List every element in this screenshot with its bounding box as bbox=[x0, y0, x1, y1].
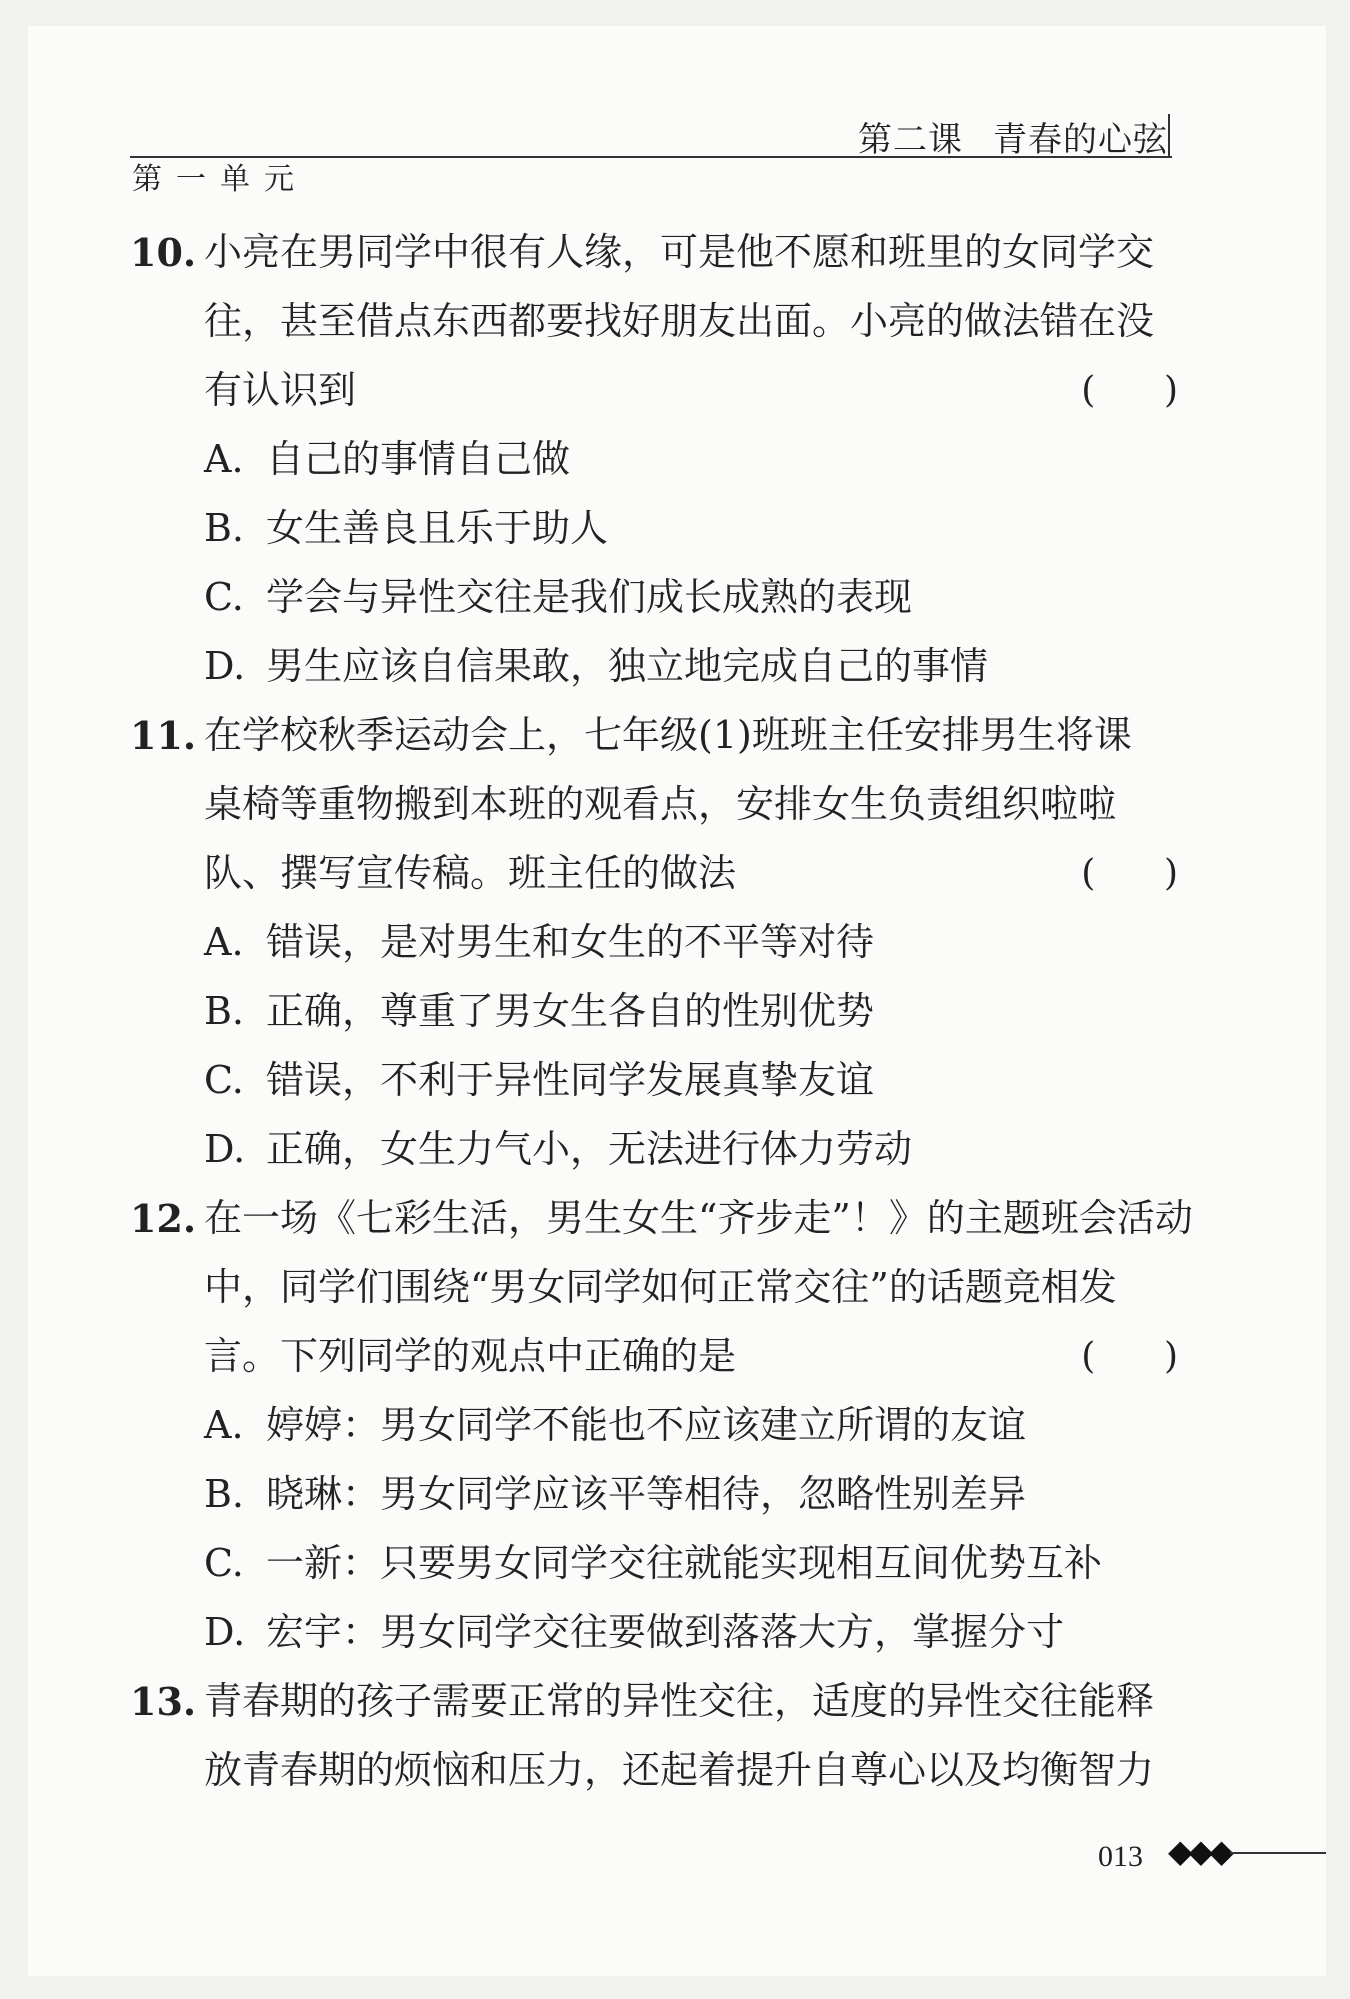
question-number: 10. bbox=[130, 230, 197, 275]
question-stem-line bbox=[130, 287, 1190, 356]
question-text: 中，同学们围绕“男女同学如何正常交往”的话题竞相发 bbox=[204, 1265, 1117, 1309]
answer-blank[interactable]: ( ) bbox=[1081, 370, 1178, 411]
footer-rule bbox=[1230, 1852, 1326, 1854]
option-text: 自己的事情自己做 bbox=[266, 437, 571, 481]
unit-label: 第一单元 bbox=[132, 162, 308, 197]
answer-blank[interactable]: ( ) bbox=[1081, 853, 1178, 894]
question-stem-line bbox=[130, 701, 1190, 770]
question-stem-line bbox=[130, 1253, 1190, 1322]
question-list bbox=[130, 218, 1193, 1805]
answer-option bbox=[130, 1115, 1190, 1184]
question-stem-line bbox=[130, 1322, 1190, 1391]
answer-option bbox=[130, 1046, 1190, 1115]
question-text: 在一场《七彩生活，男生女生“齐步走”！》的主题班会活动 bbox=[204, 1196, 1193, 1240]
diamond-ornament-icon: ◆◆◆ bbox=[1168, 1832, 1230, 1870]
page-number: 013 bbox=[1098, 1840, 1143, 1873]
question-11 bbox=[130, 701, 1190, 1184]
option-text: 一新：只要男女同学交往就能实现相互间优势互补 bbox=[266, 1541, 1103, 1585]
question-text: 言。下列同学的观点中正确的是 bbox=[204, 1334, 737, 1378]
answer-option bbox=[130, 425, 1190, 494]
option-letter: B. bbox=[204, 506, 245, 550]
answer-blank[interactable]: ( ) bbox=[1081, 1336, 1178, 1377]
question-13 bbox=[130, 1667, 1190, 1805]
question-number: 11. bbox=[130, 713, 197, 758]
question-stem-line bbox=[130, 770, 1190, 839]
header-tick-mark bbox=[1168, 114, 1170, 158]
answer-option bbox=[130, 632, 1190, 701]
answer-option bbox=[130, 1529, 1190, 1598]
question-text: 放青春期的烦恼和压力，还起着提升自尊心以及均衡智力 bbox=[204, 1748, 1155, 1792]
option-text: 学会与异性交往是我们成长成熟的表现 bbox=[266, 575, 913, 619]
answer-option bbox=[130, 977, 1190, 1046]
option-text: 晓琳：男女同学应该平等相待，忽略性别差异 bbox=[266, 1472, 1027, 1516]
answer-option bbox=[130, 563, 1190, 632]
answer-option bbox=[130, 494, 1190, 563]
question-stem-line bbox=[130, 1184, 1193, 1253]
question-number: 12. bbox=[130, 1196, 197, 1241]
question-text: 在学校秋季运动会上，七年级(1)班班主任安排男生将课 bbox=[204, 713, 1132, 757]
option-text: 错误，是对男生和女生的不平等对待 bbox=[266, 920, 875, 964]
option-text: 正确，女生力气小，无法进行体力劳动 bbox=[266, 1127, 913, 1171]
lesson-topic: 青春的心弦 bbox=[993, 120, 1168, 160]
option-letter: A. bbox=[204, 920, 244, 964]
option-text: 正确，尊重了男女生各自的性别优势 bbox=[266, 989, 875, 1033]
option-text: 男生应该自信果敢，独立地完成自己的事情 bbox=[266, 644, 989, 688]
option-letter: A. bbox=[204, 437, 244, 481]
option-text: 婷婷：男女同学不能也不应该建立所谓的友谊 bbox=[266, 1403, 1027, 1447]
answer-option bbox=[130, 1598, 1190, 1667]
option-text: 宏宇：男女同学交往要做到落落大方，掌握分寸 bbox=[266, 1610, 1065, 1654]
question-text: 队、撰写宣传稿。班主任的做法 bbox=[204, 851, 737, 895]
option-letter: C. bbox=[204, 575, 244, 619]
question-stem-line bbox=[130, 839, 1190, 908]
option-letter: A. bbox=[204, 1403, 244, 1447]
question-stem-line bbox=[130, 1736, 1190, 1805]
lesson-title bbox=[858, 112, 1168, 161]
question-text: 往，甚至借点东西都要找好朋友出面。小亮的做法错在没 bbox=[204, 299, 1155, 343]
option-letter: C. bbox=[204, 1058, 244, 1102]
answer-option bbox=[130, 908, 1190, 977]
option-letter: D. bbox=[204, 1127, 246, 1171]
option-text: 错误，不利于异性同学发展真挚友谊 bbox=[266, 1058, 875, 1102]
option-letter: B. bbox=[204, 1472, 245, 1516]
question-stem-line bbox=[130, 1667, 1190, 1736]
question-stem-line bbox=[130, 218, 1190, 287]
question-text: 桌椅等重物搬到本班的观看点，安排女生负责组织啦啦 bbox=[204, 782, 1117, 826]
question-text: 有认识到 bbox=[204, 368, 357, 412]
question-12 bbox=[130, 1184, 1193, 1667]
question-number: 13. bbox=[130, 1679, 197, 1724]
question-text: 青春期的孩子需要正常的异性交往，适度的异性交往能释 bbox=[204, 1679, 1155, 1723]
answer-option bbox=[130, 1391, 1190, 1460]
option-letter: C. bbox=[204, 1541, 244, 1585]
option-letter: D. bbox=[204, 644, 246, 688]
question-text: 小亮在男同学中很有人缘，可是他不愿和班里的女同学交 bbox=[204, 230, 1155, 274]
answer-option bbox=[130, 1460, 1190, 1529]
question-10 bbox=[130, 218, 1190, 701]
lesson-number: 第二课 bbox=[858, 120, 963, 160]
question-stem-line bbox=[130, 356, 1190, 425]
option-letter: B. bbox=[204, 989, 245, 1033]
option-letter: D. bbox=[204, 1610, 246, 1654]
option-text: 女生善良且乐于助人 bbox=[266, 506, 609, 550]
